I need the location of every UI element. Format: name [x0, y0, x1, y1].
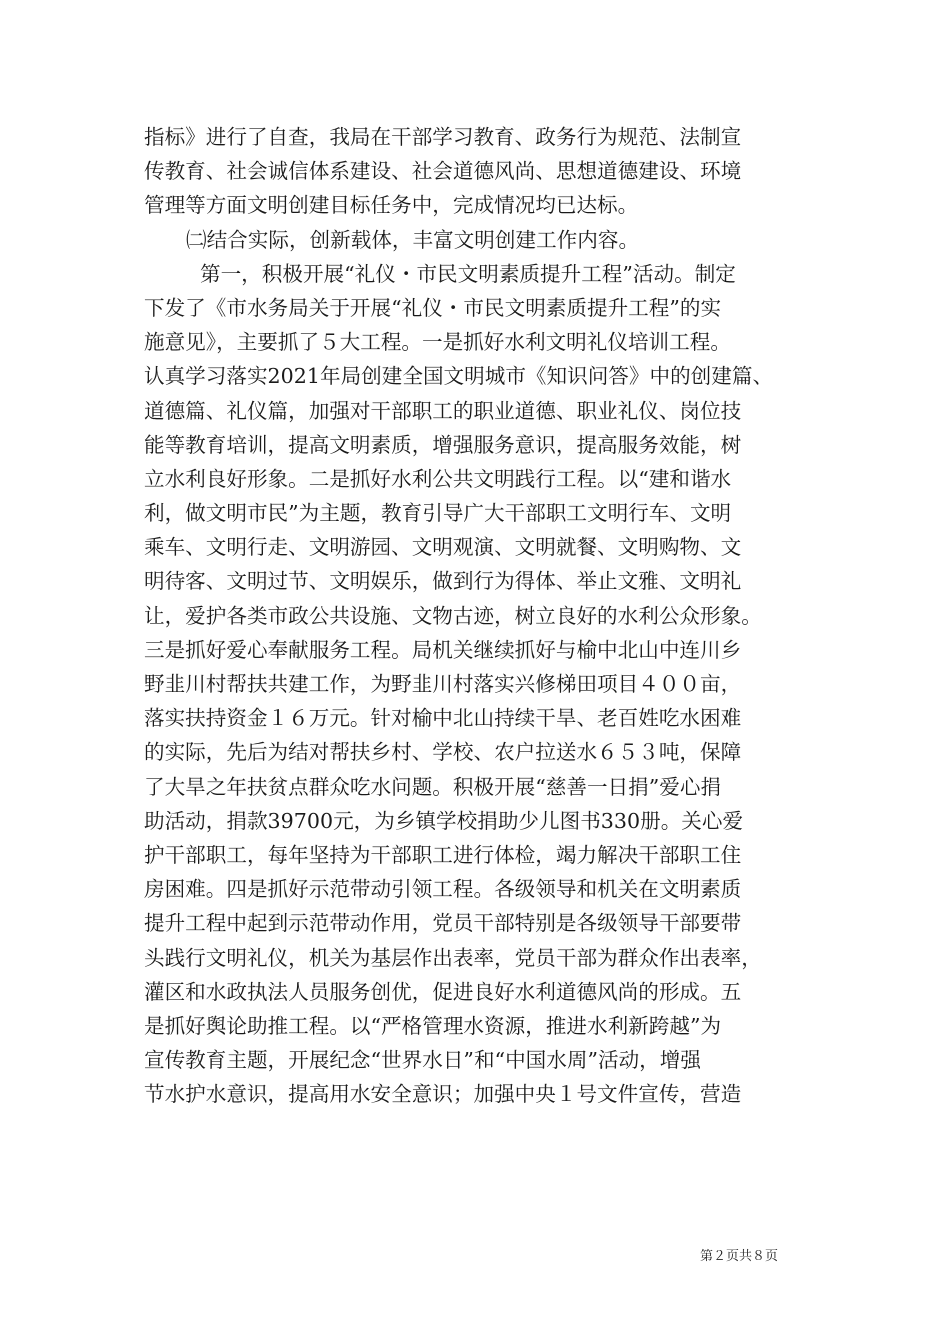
text-line: 落实扶持资金１６万元。针对榆中北山持续干旱、老百姓吃水困难 — [144, 706, 742, 731]
text-line: 助活动，捐款39700元，为乡镇学校捐助少儿图书330册。关心爱 — [144, 808, 744, 833]
text-line: 节水护水意识，提高用水安全意识；加强中央１号文件宣传，营造 — [144, 1082, 742, 1107]
page-number-footer: 第２页共８页 — [700, 1249, 779, 1264]
text-line: 的实际，先后为结对帮扶乡村、学校、农户拉送水６５３吨，保障 — [144, 740, 742, 765]
text-line: 护干部职工，每年坚持为干部职工进行体检，竭力解决干部职工住 — [144, 842, 742, 867]
body-text — [144, 120, 814, 1111]
text-line: 乘车、文明行走、文明游园、文明观演、文明就餐、文明购物、文 — [144, 535, 742, 560]
text-line: 明待客、文明过节、文明娱乐，做到行为得体、举止文雅、文明礼 — [144, 569, 742, 594]
section-heading: ㈡结合实际，创新载体，丰富文明创建工作内容。 — [186, 227, 640, 252]
text-line: 利，做文明市民”为主题，教育引导广大干部职工文明行车、文明 — [144, 501, 732, 526]
text-line: 房困难。四是抓好示范带动引领工程。各级领导和机关在文明素质 — [144, 877, 742, 902]
text-line: 三是抓好爱心奉献服务工程。局机关继续抓好与榆中北山中连川乡 — [144, 637, 742, 662]
text-line: 传教育、社会诚信体系建设、社会道德风尚、思想道德建设、环境 — [144, 159, 742, 184]
text-line: 认真学习落实2021年局创建全国文明城市《知识问答》中的创建篇、 — [144, 364, 774, 389]
text-line: 道德篇、礼仪篇，加强对干部职工的职业道德、职业礼仪、岗位技 — [144, 398, 742, 423]
text-line: 头践行文明礼仪，机关为基层作出表率，党员干部为群众作出表率， — [144, 945, 762, 970]
text-line: 立水利良好形象。二是抓好水利公共文明践行工程。以“建和谐水 — [144, 466, 732, 491]
text-line: 灌区和水政执法人员服务创优，促进良好水利道德风尚的形成。五 — [144, 979, 742, 1004]
text-line: 下发了《市水务局关于开展“礼仪・市民文明素质提升工程”的实 — [144, 295, 722, 320]
text-line: 指标》进行了自查，我局在干部学习教育、政务行为规范、法制宣 — [144, 125, 742, 149]
text-line: 施意见》，主要抓了５大工程。一是抓好水利文明礼仪培训工程。 — [144, 330, 731, 355]
text-line: 能等教育培训，提高文明素质，增强服务意识，提高服务效能，树 — [144, 432, 742, 457]
text-line: 提升工程中起到示范带动作用，党员干部特别是各级领导干部要带 — [144, 911, 742, 936]
text-line: 让，爱护各类市政公共设施、文物古迹，树立良好的水利公众形象。 — [144, 603, 762, 628]
text-line: 宣传教育主题，开展纪念“世界水日”和“中国水周”活动，增强 — [144, 1048, 701, 1073]
paragraph-start: 第一，积极开展“礼仪・市民文明素质提升工程”活动。制定 — [200, 261, 736, 286]
text-line: 管理等方面文明创建目标任务中，完成情况均已达标。 — [144, 193, 639, 218]
text-line: 是抓好舆论助推工程。以“严格管理水资源，推进水利新跨越”为 — [144, 1013, 722, 1038]
text-line: 野韭川村帮扶共建工作，为野韭川村落实兴修梯田项目４００亩， — [144, 672, 742, 696]
text-line: 了大旱之年扶贫点群众吃水问题。积极开展“慈善一日捐”爱心捐 — [144, 774, 722, 799]
